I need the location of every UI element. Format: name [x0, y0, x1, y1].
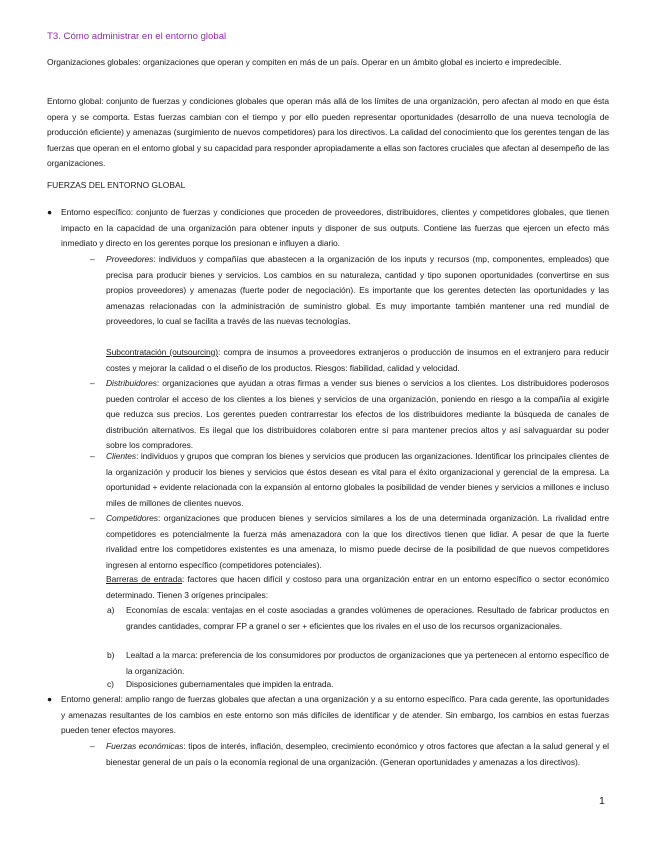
- list-text: Economías de escala: ventajas en el coste asociadas a grandes volúmenes de operaciones. Resultado de fabricar productos en grandes cantidades, comprar FP a granel o ser + eficientes que los rivales en el uso de los recursos organizacionales.: [126, 605, 609, 631]
- dash-icon: –: [90, 254, 95, 264]
- bullet-text: Entorno específico: conjunto de fuerzas y condiciones que proceden de proveedores, distribuidores, clientes y competidores globales, que tienen impacto en la capacidad de una organización para obtener inputs y disponer de sus outputs. Contiene las fuerzas que ejercen un efecto más inmediato y directo en los gerentes porque los presionan e influyen a diario.: [61, 207, 609, 249]
- term-definition: : organizaciones que producen bienes y servicios similares a los de una determinada organización. La rivalidad entre competidores es potencialmente la fuerza más amenazadora con la que los directivos tienen que lidiar. A pesar de que la fuerte rivalidad entre los competidores existentes es una amenaza, lo mismo puede decirse de la posibilidad de que nuevos competidores ingresen al entorno específico (competidores potenciales).: [106, 513, 609, 570]
- list-marker: b): [107, 650, 115, 660]
- paragraph-global-organizations: Organizaciones globales: organizaciones que operan y compiten en más de un país. Operar en un ámbito global es incierto e impredecible.: [47, 57, 562, 67]
- term-label: Competidores: [106, 513, 158, 523]
- term-label: Subcontratación (outsourcing): [106, 347, 218, 357]
- paragraph-global-environment: Entorno global: conjunto de fuerzas y condiciones globales que operan más allá de los límites de una organización, pero afectan al modo en que ésta opera y se comporta. Estas fuerzas cambian con el tiempo y por ello pueden representar oportunidades (desarrollo de una nueva tecnología de producción eficiente) y amenazas (surgimiento de nuevos competidores) para los directivos. La calidad del conocimiento que los gerentes tengan de las fuerzas que operan en el entorno global y su capacidad para responder apropiadamente a ellas son factores cruciales que afectan al desempeño de las organizaciones.: [47, 96, 609, 169]
- sub-paragraph-outsourcing: [106, 345, 609, 376]
- dash-icon: –: [90, 513, 95, 523]
- list-marker: c): [107, 679, 114, 689]
- bullet-dot-icon: ●: [47, 694, 53, 704]
- list-item-government-regulations: [107, 677, 609, 693]
- term-label: Fuerzas económicas: [106, 741, 184, 751]
- sub-item-suppliers: [90, 252, 609, 330]
- bullet-item-general-environment: [47, 692, 609, 739]
- term-definition: : factores que hacen difícil y costoso para una organización entrar en un entorno específico o sector económico determinado. Tienen 3 orígenes principales:: [106, 574, 609, 600]
- term-label: Barreras de entrada: [106, 574, 182, 584]
- term-label: Clientes: [106, 451, 137, 461]
- sub-item-clients: [90, 449, 609, 511]
- term-definition: : individuos y grupos que compran los bienes y servicios que producen las organizaciones. Identificar los principales clientes de la organización y producir los bienes y servicios que éstos desean es vital para el éxito organizacional y gerencial de la empresa. La oportunidad + evidente relacionada con la expansión al entorno globales la posibilidad de vender bienes y servicios a millones e incluso miles de millones de clientes nuevos.: [106, 451, 609, 508]
- sub-item-distributors: [90, 376, 609, 454]
- list-text: Lealtad a la marca: preferencia de los consumidores por productos de organizaciones que ya pertenecen al entorno específico de la organización.: [126, 650, 609, 676]
- term-label: Distribuidores: [106, 378, 157, 388]
- term-definition: : organizaciones que ayudan a otras firmas a vender sus bienes o servicios a los clientes. Los distribuidores poderosos pueden controlar el acceso de los clientes a los bienes y servicios de una organización, poniendo en riesgo a la compañía al exigirle que reduzca sus precios. Los gerentes pueden contrarrestar los efectos de los distribuidores mediante la búsqueda de canales de distribución alternativos. Es ilegal que los distribuidores colaboren entre sí para mantener precios altos y así salvaguardar su poder sobre los compradores.: [106, 378, 609, 451]
- dash-icon: –: [90, 378, 95, 388]
- sub-paragraph-entry-barriers: [106, 572, 609, 603]
- page-number: 1: [599, 795, 605, 807]
- term-definition: : tipos de interés, inflación, desempleo, crecimiento económico y otros factores que afectan a la salud general y el bienestar general de un país o la economía regional de una organización. (Generan oportunidades y amenazas a los directivos).: [106, 741, 610, 767]
- bullet-dot-icon: ●: [47, 207, 53, 217]
- section-heading: FUERZAS DEL ENTORNO GLOBAL: [47, 180, 186, 190]
- term-label: Proveedores: [106, 254, 154, 264]
- term-definition: : compra de insumos a proveedores extranjeros o producción de insumos en el extranjero para reducir costes y mejorar la calidad o el diseño de los productos. Riesgos: fiabilidad, calidad y velocidad.: [106, 347, 609, 373]
- sub-item-economic-forces: [90, 739, 610, 770]
- list-item-brand-loyalty: [107, 648, 609, 679]
- dash-icon: –: [90, 451, 95, 461]
- document-title: T3. Cómo administrar en el entorno global: [47, 31, 227, 42]
- list-item-economies-of-scale: [107, 603, 609, 634]
- bullet-text: Entorno general: amplio rango de fuerzas globales que afectan a una organización y a su entorno específico. Para cada gerente, las oportunidades y amenazas resultantes de los cambios en este entorno son más difíciles de identificar y de atender. Sin embargo, los cambios en estas fuerzas pueden tener efectos mayores.: [61, 694, 609, 736]
- bullet-item-specific-environment: [47, 205, 609, 252]
- dash-icon: –: [90, 741, 95, 751]
- list-text: Disposiciones gubernamentales que impiden la entrada.: [126, 679, 334, 689]
- sub-item-competitors: [90, 511, 609, 573]
- list-marker: a): [107, 605, 115, 615]
- term-definition: : individuos y compañías que abastecen a la organización de los inputs y recursos (mp, componentes, empleados) que precisa para producir bienes y servicios. Los cambios en su naturaleza, cantidad y tipo suponen oportunidades (convertirse en sus propios proveedores) y amenazas (fuerte poder de negociación). Es importante que los gerentes detecten las oportunidades y las amenazas relacionadas con la administración de suministro global. Es muy importante también mantener una red mundial de proveedores, lo cual se facilita a través de las nuevas tecnologías.: [106, 254, 609, 327]
